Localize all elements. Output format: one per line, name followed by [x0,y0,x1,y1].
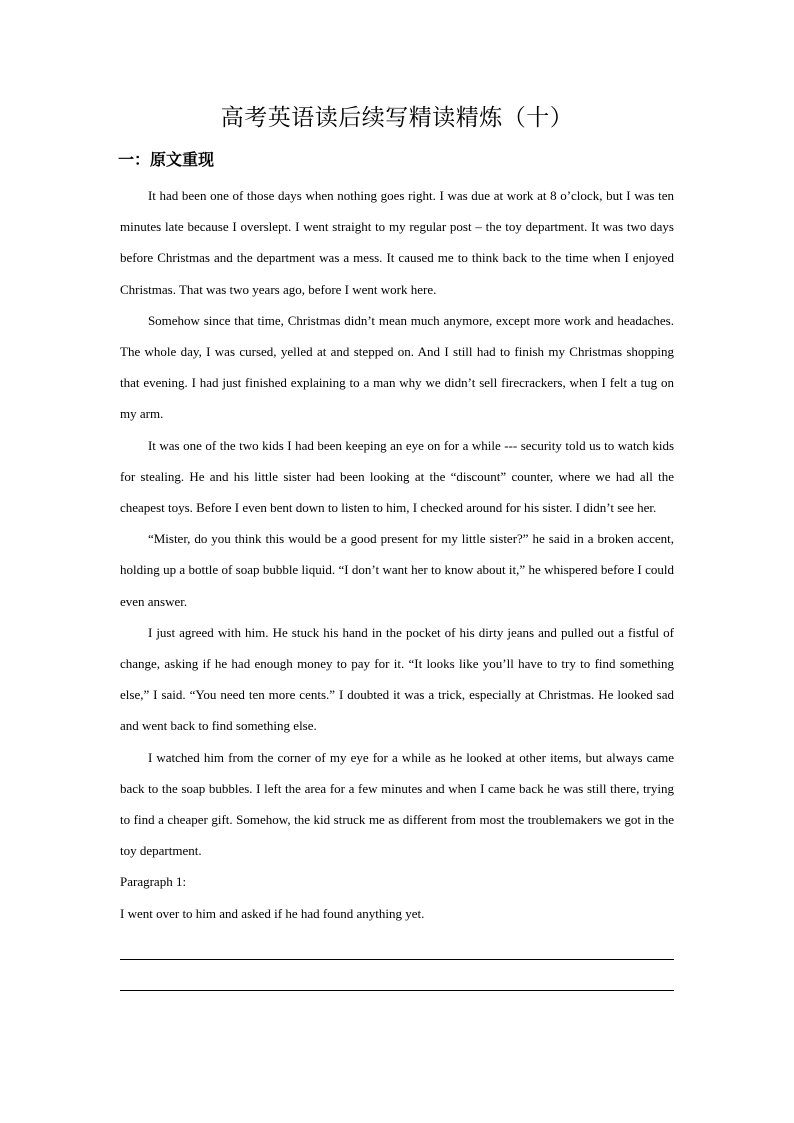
story-paragraph-1: It had been one of those days when nothing goes right. I was due at work at 8 o’clock, but I was ten minutes late because I overslept. I went straight to my regular post – the toy department. It was two days before Christmas and the department was a mess. It caused me to think back to the time when I enjoyed Christmas. That was two years ago, before I went work here. [120,188,674,297]
story-paragraph-5: I just agreed with him. He stuck his hand in the pocket of his dirty jeans and pulled out a fistful of change, asking if he had enough money to pay for it. “It looks like you’ll have to try to find something else,” I said. “You need ten more cents.” I doubted it was a trick, especially at Christmas. He looked sad and went back to find something else. [120,624,674,734]
story-paragraph-6: I watched him from the corner of my eye for a while as he looked at other items, but always came back to the soap bubbles. I left the area for a few minutes and when I came back he was still there, trying to find a cheaper gift. Somehow, the kid struck me as different from most the troublemakers we got in the toy department. [120,749,674,859]
document-title: 高考英语读后续写精读精炼（十） [220,105,574,131]
document-page [120,98,674,991]
section-heading: 一：原文重现 [118,150,215,169]
paragraph-label: Paragraph 1: [120,874,187,890]
answer-line-1[interactable] [120,929,674,960]
story-paragraph-4: “Mister, do you think this would be a good present for my little sister?” he said in a broken accent, holding up a bottle of soap bubble liquid. “I don’t want her to know about it,” he whispered before I could even answer. [120,531,674,609]
continuation-prompt: I went over to him and asked if he had found anything yet. [120,905,425,921]
story-paragraph-2: Somehow since that time, Christmas didn’t mean much anymore, except more work and headaches. The whole day, I was cursed, yelled at and stepped on. And I still had to finish my Christmas shopping that evening. I had just finished explaining to a man why we didn’t sell firecrackers, when I felt a tug on my arm. [120,312,674,422]
answer-line-2[interactable] [120,960,674,991]
story-paragraph-3: It was one of the two kids I had been keeping an eye on for a while --- security told us to watch kids for stealing. He and his little sister had been looking at the “discount” counter, where we had all the cheapest toys. Before I even bent down to listen to him, I checked around for his sister. I didn’t see her. [120,437,674,516]
